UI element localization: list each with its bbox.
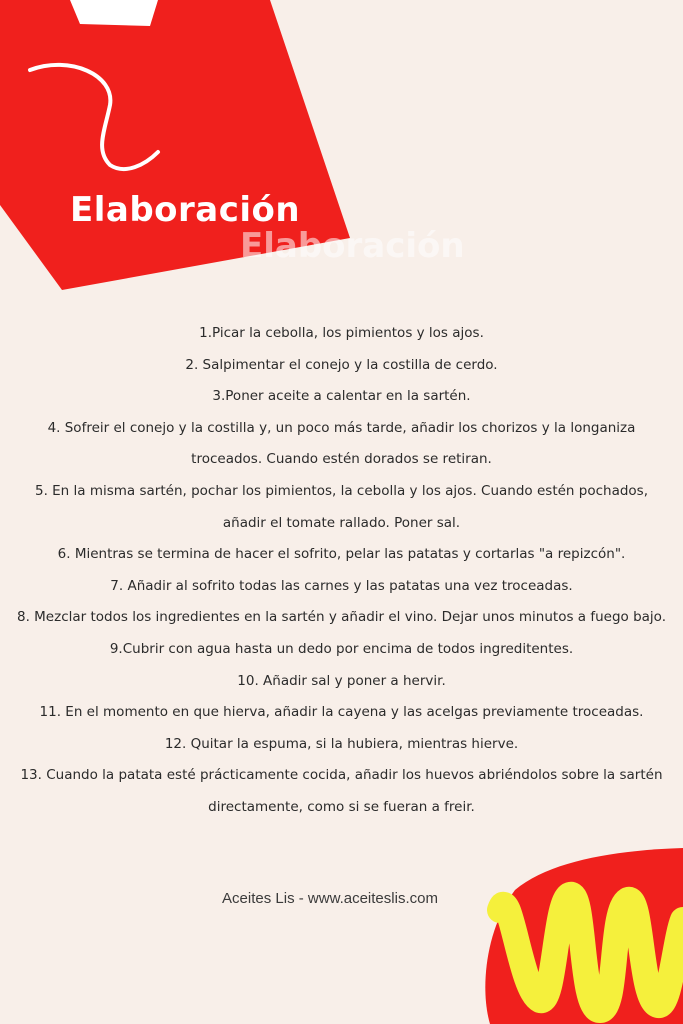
page-title: Elaboración xyxy=(70,190,301,230)
step-11: 11. En el momento en que hierva, añadir la cayena y las acelgas previamente troceadas. xyxy=(39,704,644,721)
step-2: 2. Salpimentar el conejo y la costilla de cerdo. xyxy=(185,356,498,373)
step-6: 6. Mientras se termina de hacer el sofrito, pelar las patatas y cortarlas "a repizcón". xyxy=(57,546,626,563)
step-3: 3.Poner aceite a calentar en la sartén. xyxy=(212,388,471,405)
step-9: 9.Cubrir con agua hasta un dedo por encima de todos ingreditentes. xyxy=(109,640,574,657)
footer-credit: Aceites Lis - www.aceiteslis.com xyxy=(222,890,438,907)
white-corner-shape xyxy=(70,0,158,26)
step-4: 4. Sofreir el conejo y la costilla y, un poco más tarde, añadir los chorizos y la longaniza troceados. Cuando estén dorados se retiran. xyxy=(47,419,636,468)
brush-stroke-decoration xyxy=(470,840,683,1024)
step-1: 1.Picar la cebolla, los pimientos y los ajos. xyxy=(199,325,484,341)
step-12: 12. Quitar la espuma, si la hubiera, mientras hierve. xyxy=(164,735,519,752)
step-5: 5. En la misma sartén, pochar los pimientos, la cebolla y los ajos. Cuando estén pochados, añadir el tomate rallado. Poner sal. xyxy=(34,482,649,531)
title-shadow: Elaboración xyxy=(240,226,465,266)
step-13: 13. Cuando la patata esté prácticamente cocida, añadir los huevos abriéndolos sobre la sartén directamente, como si se fueran a freir. xyxy=(20,767,663,815)
step-7: 7. Añadir al sofrito todas las carnes y las patatas una vez troceadas. xyxy=(110,577,573,594)
step-10: 10. Añadir sal y poner a hervir. xyxy=(237,672,446,689)
steps-list xyxy=(14,318,669,824)
step-8: 8. Mezclar todos los ingredientes en la sartén y añadir el vino. Dejar unos minutos a fuego bajo. xyxy=(16,609,666,626)
